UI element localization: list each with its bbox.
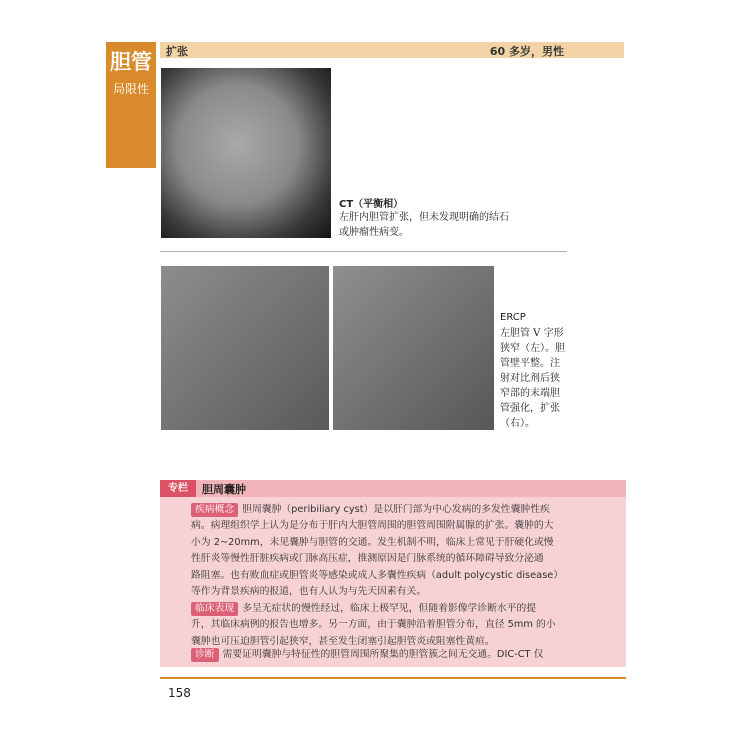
ercp-caption-line: 窄部的末端胆 [500, 388, 560, 399]
ercp-image-left [161, 266, 329, 430]
ct-image [161, 68, 331, 238]
column-tag: 专栏 [160, 480, 196, 497]
column-line: 性肝炎等慢性肝脏疾病或门脉高压症，推测原因是门脉系统的循环障碍导致分泌通 [191, 553, 544, 565]
page-number: 158 [168, 686, 191, 700]
ercp-caption-line: 狭窄（左）。胆 [500, 343, 565, 354]
column-line: 等作为背景疾病的报道，也有人认为与先天因素有关。 [191, 586, 427, 598]
label-disease-concept: 疾病概念 [191, 503, 238, 517]
column-section-clinical [191, 601, 569, 650]
section-divider [160, 251, 567, 252]
ct-caption [339, 210, 509, 240]
ercp-image-right [333, 266, 494, 430]
ct-caption-title: CT（平衡相） [339, 199, 404, 210]
chapter-side-tab [106, 42, 156, 168]
ercp-caption-title: ERCP [500, 312, 526, 323]
column-line: 囊肿也可压迫胆管引起狭窄，甚至发生闭塞引起胆管炎或阻塞性黄疸。 [191, 635, 495, 647]
section-title: 扩张 [166, 45, 188, 58]
ercp-caption-line: 管强化，扩张 [500, 403, 560, 414]
ercp-caption-line: 射对比剂后狭 [500, 373, 560, 384]
column-line: 升，其临床病例的报告也增多。另一方面，由于囊肿沿着胆管分布，直径 5mm 的小 [191, 619, 556, 631]
ct-caption-line: 左肝内胆管扩张，但未发现明确的结石 [339, 212, 509, 223]
column-line: 病。病理组织学上认为是分布于肝内大胆管周围的胆管周围附属腺的扩张。囊肿的大 [191, 520, 554, 532]
column-line: 路阻塞。也有败血症或胆管炎等感染或成人多囊性疾病（adult polycystic disease） [191, 569, 564, 581]
column-title: 胆周囊肿 [202, 483, 246, 496]
chapter-subtitle: 局限性 [112, 82, 149, 96]
ercp-caption-line: 左胆管 V 字形 [500, 328, 564, 339]
ercp-caption-line: 管壁平整。注 [500, 358, 560, 369]
patient-info: 60 多岁，男性 [489, 45, 564, 58]
label-diagnosis: 诊断 [191, 648, 219, 662]
ct-caption-line: 或肿瘤性病变。 [339, 227, 409, 238]
column-line: 小为 2~20mm，未见囊肿与胆管的交通。发生机制不明，临床上常见于肝硬化或慢 [191, 536, 554, 548]
column-line: 临床表现 多呈无症状的慢性经过，临床上极罕见，但随着影像学诊断水平的提 [191, 601, 569, 617]
ercp-caption [500, 326, 570, 431]
label-clinical: 临床表现 [191, 602, 238, 616]
chapter-title: 胆管 [110, 50, 152, 74]
column-section-disease [191, 502, 569, 600]
column-line: 疾病概念 胆周囊肿（peribiliary cyst）是以肝门部为中心发病的多发性囊肿性疾 [191, 502, 569, 518]
column-line: 诊断 需要证明囊肿与特征性的胆管周围所聚集的胆管簇之间无交通。DIC-CT 仅 [191, 647, 569, 663]
ercp-caption-line: （右）。 [500, 418, 535, 429]
bottom-rule [160, 677, 626, 679]
column-section-diagnosis [191, 647, 569, 663]
